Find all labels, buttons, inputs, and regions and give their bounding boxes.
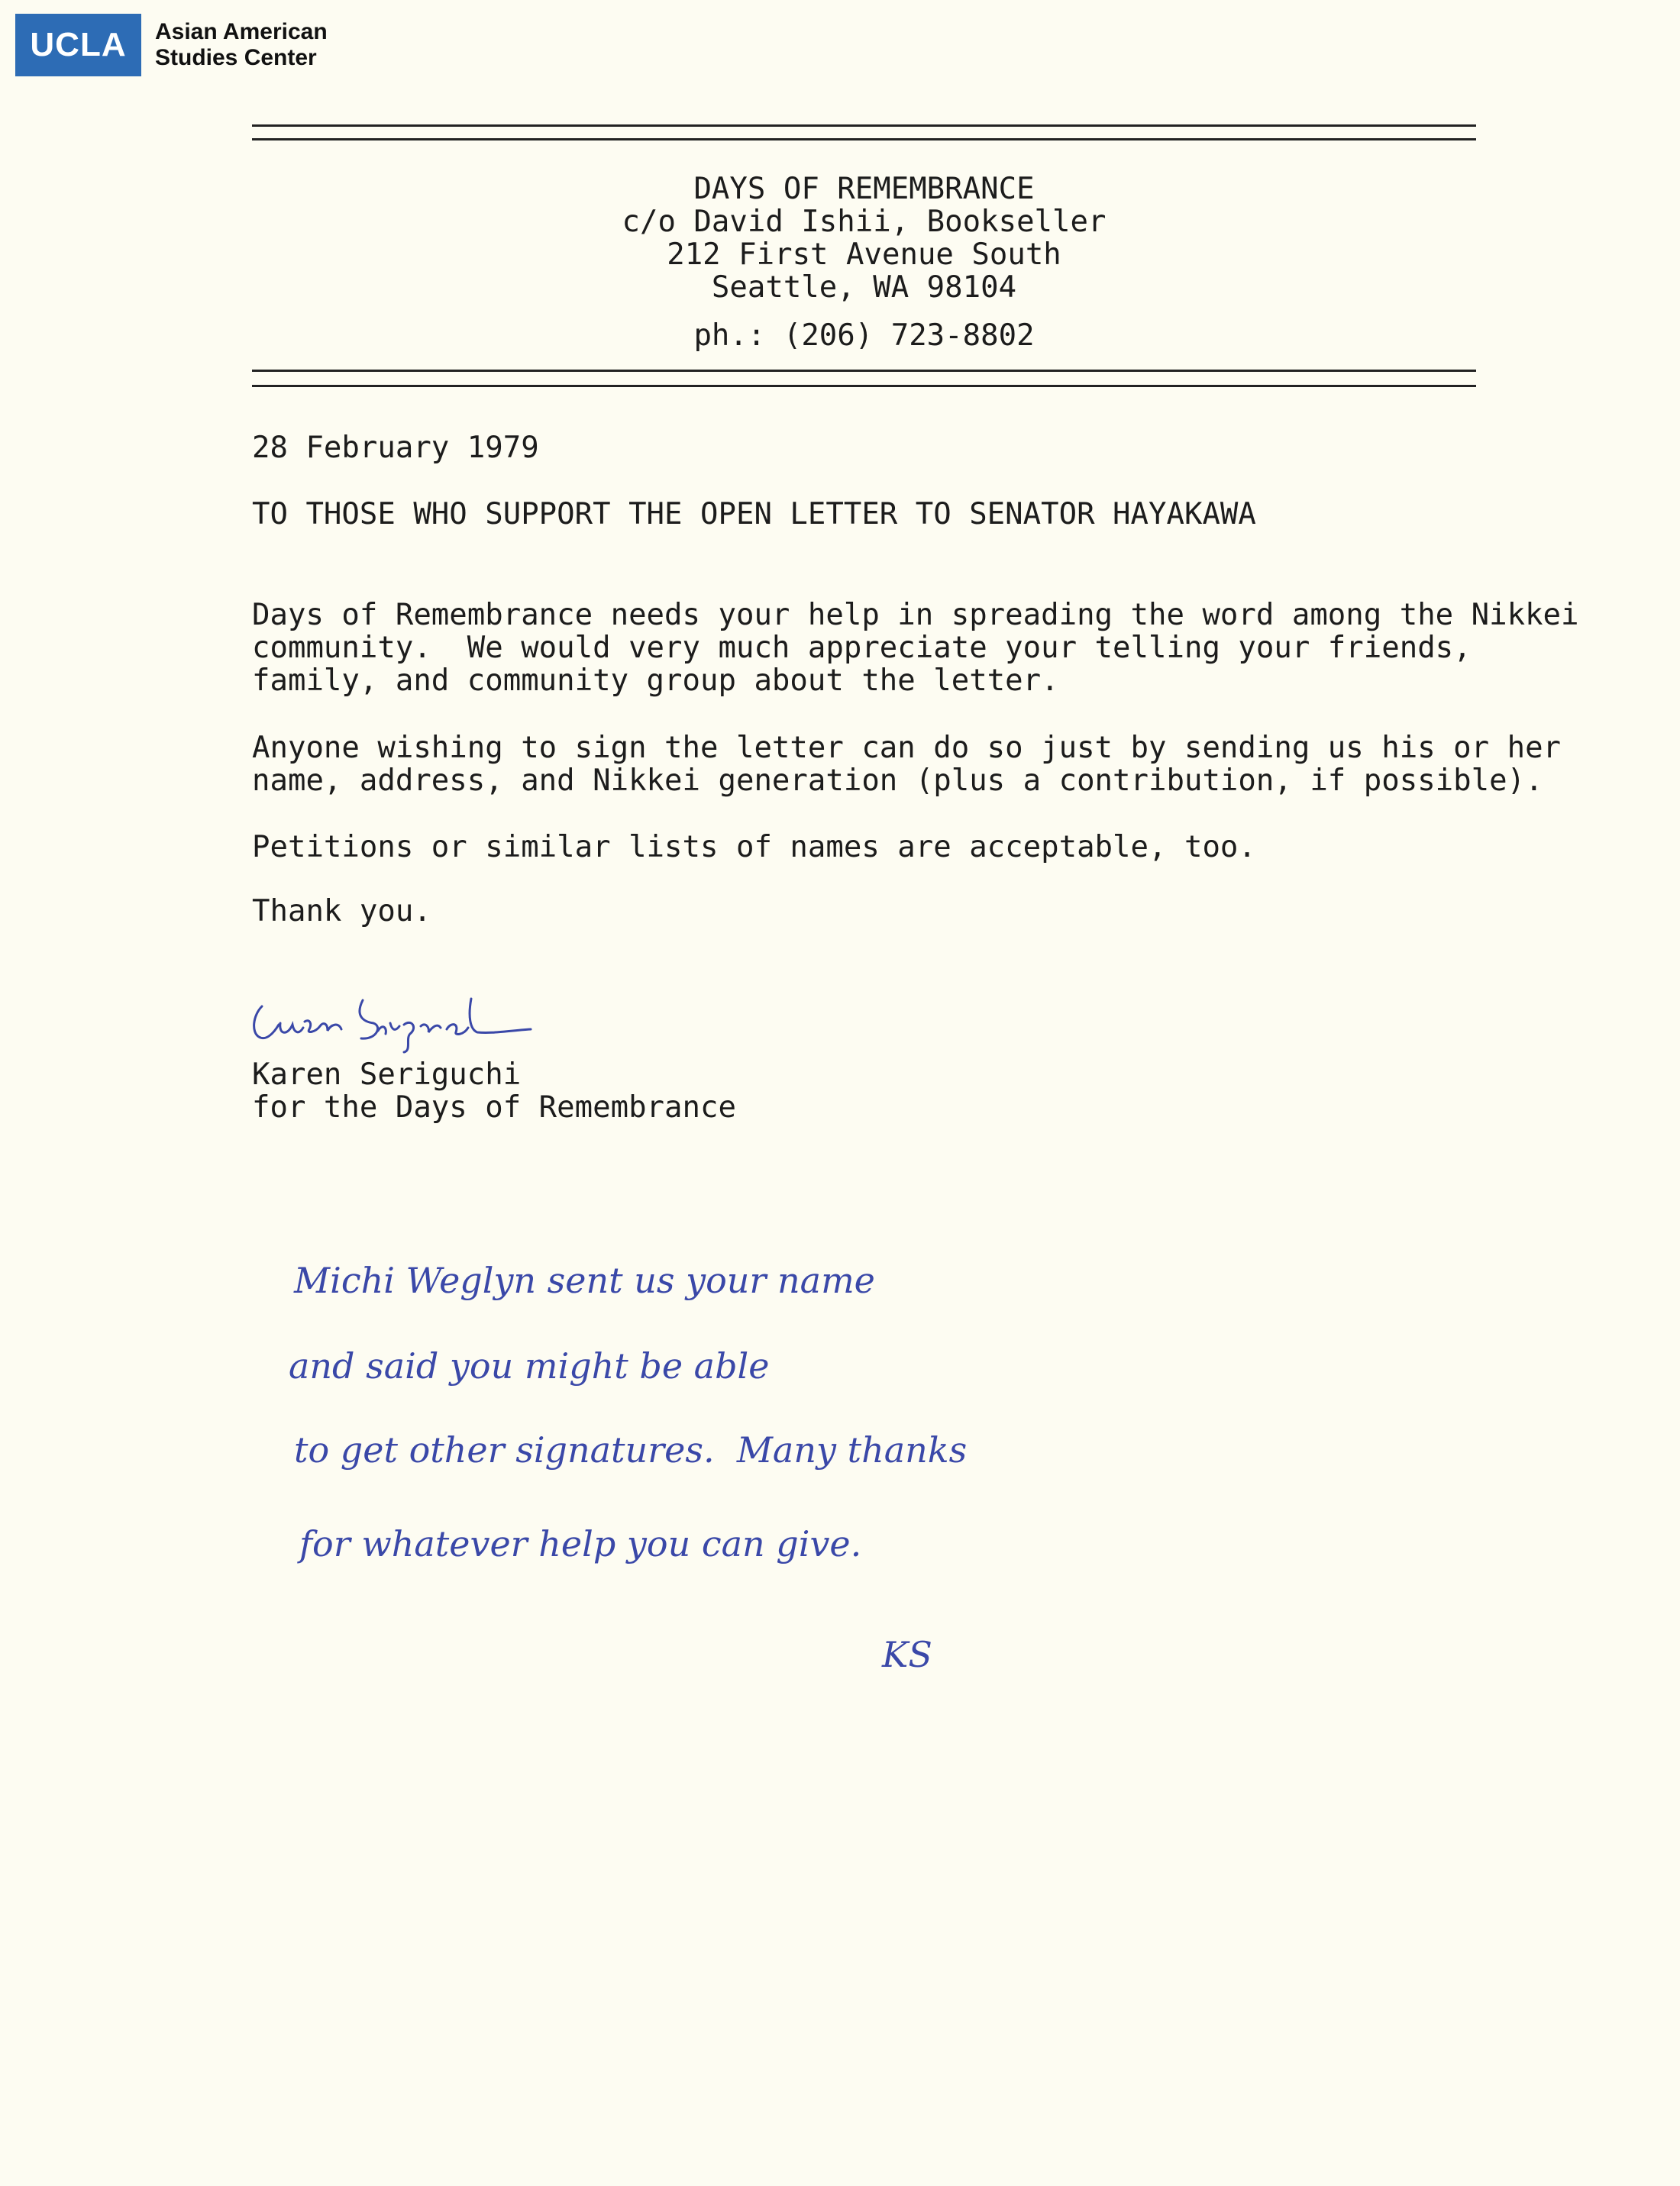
letter-paragraph-3: Petitions or similar lists of names are acceptable, too. xyxy=(252,830,1256,864)
logo-org-name xyxy=(155,19,328,71)
header-rule-top-1 xyxy=(252,124,1476,127)
letterhead-phone: ph.: (206) 723-8802 xyxy=(693,318,1035,353)
handwritten-note-line-1: Michi Weglyn sent us your name xyxy=(294,1260,875,1301)
letter-paragraph-2 xyxy=(252,731,1562,798)
handwritten-signature xyxy=(248,985,538,1054)
header-rule-top-2 xyxy=(252,138,1476,140)
logo-line-2: Studies Center xyxy=(155,45,317,70)
ucla-logo xyxy=(15,14,328,76)
handwritten-note-line-4: for whatever help you can give. xyxy=(299,1523,862,1564)
paragraph-1-line-3: family, and community group about the letter. xyxy=(252,664,1059,698)
paragraph-2-line-1: Anyone wishing to sign the letter can do so just by sending us his or her xyxy=(252,731,1562,765)
paragraph-1-line-1: Days of Remembrance needs your help in spreading the word among the Nikkei xyxy=(252,598,1579,632)
letter-salutation: TO THOSE WHO SUPPORT THE OPEN LETTER TO SENATOR HAYAKAWA xyxy=(252,497,1256,531)
paragraph-2-line-2: name, address, and Nikkei generation (plus a contribution, if possible). xyxy=(252,764,1543,798)
paragraph-1-line-2: community. We would very much appreciate your telling your friends, xyxy=(252,631,1472,665)
letterhead-care-of: c/o David Ishii, Bookseller xyxy=(622,205,1107,239)
signer-name: Karen Seriguchi xyxy=(252,1057,522,1092)
header-rule-bottom-1 xyxy=(252,370,1476,372)
letterhead-city: Seattle, WA 98104 xyxy=(711,270,1017,305)
handwritten-note-line-3: to get other signatures. Many thanks xyxy=(294,1429,968,1471)
header-rule-bottom-2 xyxy=(252,385,1476,387)
signer-title: for the Days of Remembrance xyxy=(252,1090,736,1125)
handwritten-initials: KS xyxy=(882,1634,932,1675)
handwritten-note-line-2: and said you might be able xyxy=(289,1345,770,1387)
letter-paragraph-1 xyxy=(252,598,1579,698)
letterhead-org: DAYS OF REMEMBRANCE xyxy=(693,172,1035,206)
letter-date: 28 February 1979 xyxy=(252,431,539,465)
letterhead xyxy=(252,173,1476,352)
letter-closing: Thank you. xyxy=(252,894,431,928)
letterhead-street: 212 First Avenue South xyxy=(667,237,1061,272)
logo-line-1: Asian American xyxy=(155,19,328,44)
ucla-logo-mark: UCLA xyxy=(15,14,141,76)
